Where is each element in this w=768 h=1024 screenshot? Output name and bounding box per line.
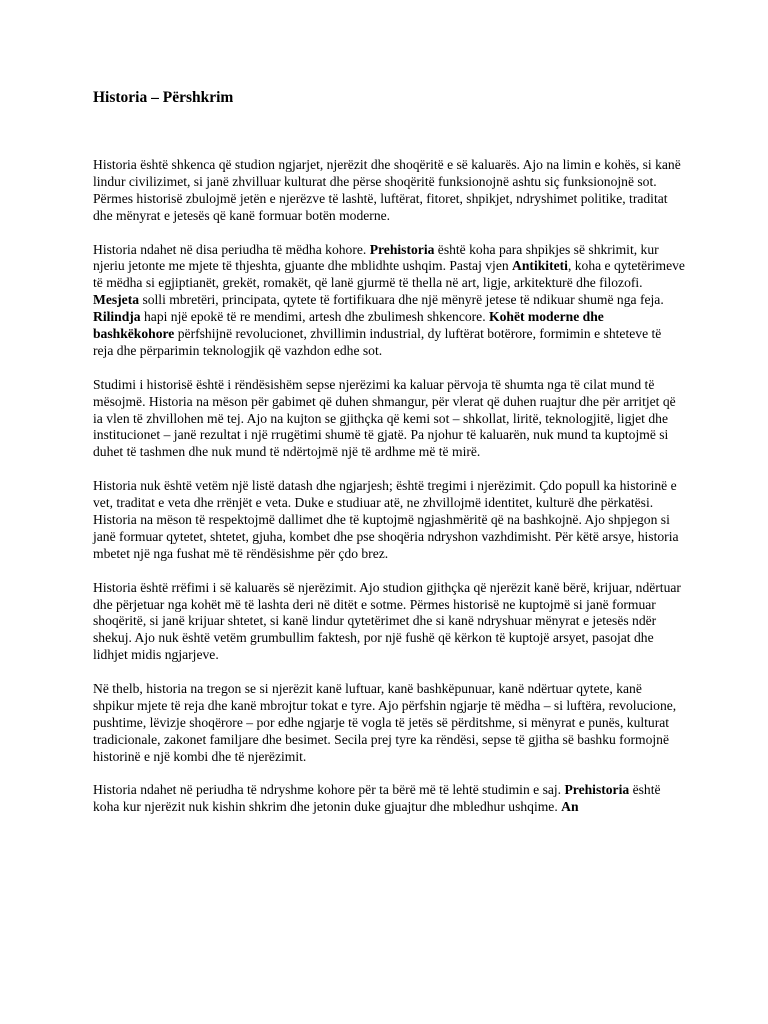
text-run: Studimi i historisë është i rëndësishëm sepse njerëzimi ka kaluar përvoja të shumta nga të cilat mund të mësojmë. Historia na mëson për gabimet që duhen shmangur, për vlerat që duhen ruajtur dhe për arritjet që ia vlen të zhvillohen më tej. Ajo na kujton se gjithçka që kemi sot – shkollat, liritë, teknologjitë, ligjet dhe institucionet – janë rezultat i një rrugëtimi shumë të gjatë. Pa njohur të kaluarën, nuk mund ta kuptojmë si duhet të tashmen dhe nuk mund të ndërtojmë një të ardhme më të mirë. [93,376,676,460]
bold-term: Prehistoria [369,241,435,257]
text-run: Në thelb, historia na tregon se si njerëzit kanë luftuar, kanë bashkëpunuar, kanë ndërtuar qytete, kanë shpikur mjete të reja dhe kanë mbrojtur tokat e tyre. Ajo përfshin ngjarje të mëdha – si luftëra, revolucione, pushtime, lëvizje shoqërore – por edhe ngjarje të vogla të jetës së përditshme, si mënyrat e punës, kulturat tradicionale, zakonet familjare dhe besimet. Secila prej tyre ka rëndësi, sepse të gjitha së bashku formojnë historinë e një kombi dhe të njerëzimit. [93,681,677,764]
text-run: Historia është rrëfimi i së kaluarës së njerëzimit. Ajo studion gjithçka që njerëzit kanë bërë, krijuar, ndërtuar dhe përjetuar nga kohët më të lashta deri në ditët e sotme. Përmes historisë ne kuptojmë si janë formuar shoqëritë, si janë krijuar shtetet, si kanë lindur qytetërimet dhe si kanë ndryshuar mënyrat e jetesës ndër shekuj. Ajo nuk është vetëm grumbullim faktesh, por një fushë që kërkon të kuptojë arsyet, pasojat dhe lidhjet midis ngjarjeve. [93,579,681,663]
document-body [93,157,685,816]
paragraph-4 [93,478,685,563]
text-run: Historia është shkenca që studion ngjarjet, njerëzit dhe shoqëritë e së kaluarës. Ajo na limin e kohës, si kanë lindur civilizimet, si janë zhvilluar kulturat dhe përse shoqëritë funksionojnë ashtu siç funksionojnë sot. Përmes historisë zbulojmë jetën e njerëzve të lashtë, luftërat, fitoret, shpikjet, ndryshimet politike, traditat dhe mënyrat e jetesës që kanë formuar botën moderne. [93,157,681,223]
paragraph-6 [93,681,685,766]
text-run: është koha para shpikjes së shkrimit, kur njeriu jetonte me mjete të thjeshta, gjuante dhe mblidhte ushqim. Pastaj vjen [93,241,659,274]
paragraph-2 [93,242,685,360]
text-run: është koha kur njerëzit nuk kishin shkrim dhe jetonin duke gjuajtur dhe mbledhur ushqime. [93,782,661,815]
bold-term: Rilindja [93,309,141,325]
paragraph-5 [93,580,685,665]
document-title: Historia – Përshkrim [93,89,234,106]
text-run: Historia ndahet në disa periudha të mëdha kohore. [93,241,370,257]
text-run: përfshijnë revolucionet, zhvillimin industrial, dy luftërat botërore, formimin e shteteve të reja dhe përparimin teknologjik që vazhdon edhe sot. [93,326,662,358]
paragraph-7 [93,782,685,816]
text-run: hapi një epokë të re mendimi, artesh dhe zbulimesh shkencore. [140,309,490,325]
bold-term: Antikiteti [512,258,568,274]
text-run: solli mbretëri, principata, qytete të fortifikuara dhe një mënyrë jetese të ndikuar shumë nga feja. [139,292,664,308]
bold-term: Kohët moderne dhe bashkëkohore [93,309,604,342]
text-run: Historia ndahet në periudha të ndryshme kohore për ta bërë më të lehtë studimin e saj. [93,782,565,798]
text-run: Historia nuk është vetëm një listë datash dhe ngjarjesh; është tregimi i njerëzimit. Çdo popull ka historinë e vet, traditat e veta dhe rrënjët e veta. Duke e studiuar atë, ne zhvillojmë identitet, kulturë dhe përkatësi. Historia na mëson të respektojmë dallimet dhe të kuptojmë ngjashmëritë që na bashkojnë. Ajo shpjegon si janë formuar qytetet, shtetet, gjuha, kombet dhe pse shoqëria ndryshon vazhdimisht. Për këtë arsye, historia mbetet një nga fushat më të rëndësishme për çdo brez. [93,478,679,561]
paragraph-3 [93,377,685,462]
bold-term: An [561,799,579,815]
paragraph-1 [93,157,685,225]
bold-term: Mesjeta [93,292,140,308]
bold-term: Prehistoria [564,782,630,798]
text-run: , koha e qytetërimeve të mëdha si egjiptianët, grekët, romakët, që lanë gjurmë të thella në art, ligje, arkitekturë dhe filozofi. [93,258,685,291]
